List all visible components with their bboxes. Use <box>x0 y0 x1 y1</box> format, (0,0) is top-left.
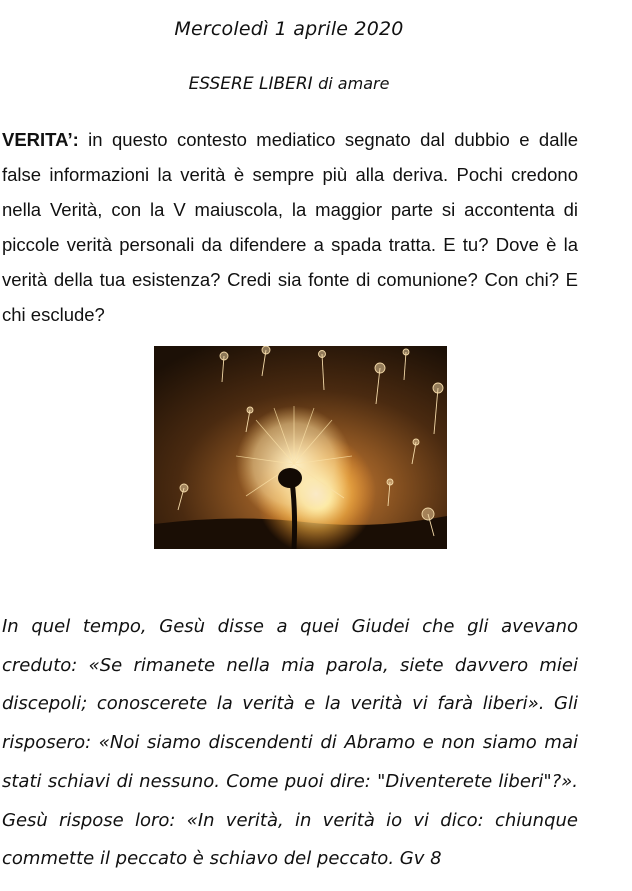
dandelion-receptacle <box>278 468 302 488</box>
page-title <box>0 74 578 94</box>
date-heading: Mercoledì 1 aprile 2020 <box>174 18 404 40</box>
reflection-text: in questo contesto mediatico segnato dal dubbio e dalle false informazioni la verità è sempre più alla deriva. Pochi credono nella Verità, con la V maiuscola, la maggior parte si accontenta di piccole verità personali da difendere a spada tratta. E tu? Dove è la verità della tua esistenza? Credi sia fonte di comunione? Con chi? E chi esclude? <box>2 129 578 325</box>
title-main: ESSERE LIBERI <box>188 74 313 94</box>
dandelion-photo <box>154 346 447 549</box>
reflection-label: VERITA’: <box>2 129 79 150</box>
title-subtitle: di amare <box>318 74 390 93</box>
reflection-paragraph <box>2 122 578 332</box>
gospel-passage: In quel tempo, Gesù disse a quei Giudei che gli avevano creduto: «Se rimanete nella mia parola, siete davvero miei discepoli; conoscerete la verità e la verità vi farà liberi». Gli risposero: «Noi siamo discendenti di Abramo e non siamo mai stati schiavi di nessuno. Come puoi dire: "Diventerete liberi"?». Gesù rispose loro: «In verità, in verità io vi dico: chiunque commette il peccato è schiavo del peccato. Gv 8 <box>2 616 578 870</box>
